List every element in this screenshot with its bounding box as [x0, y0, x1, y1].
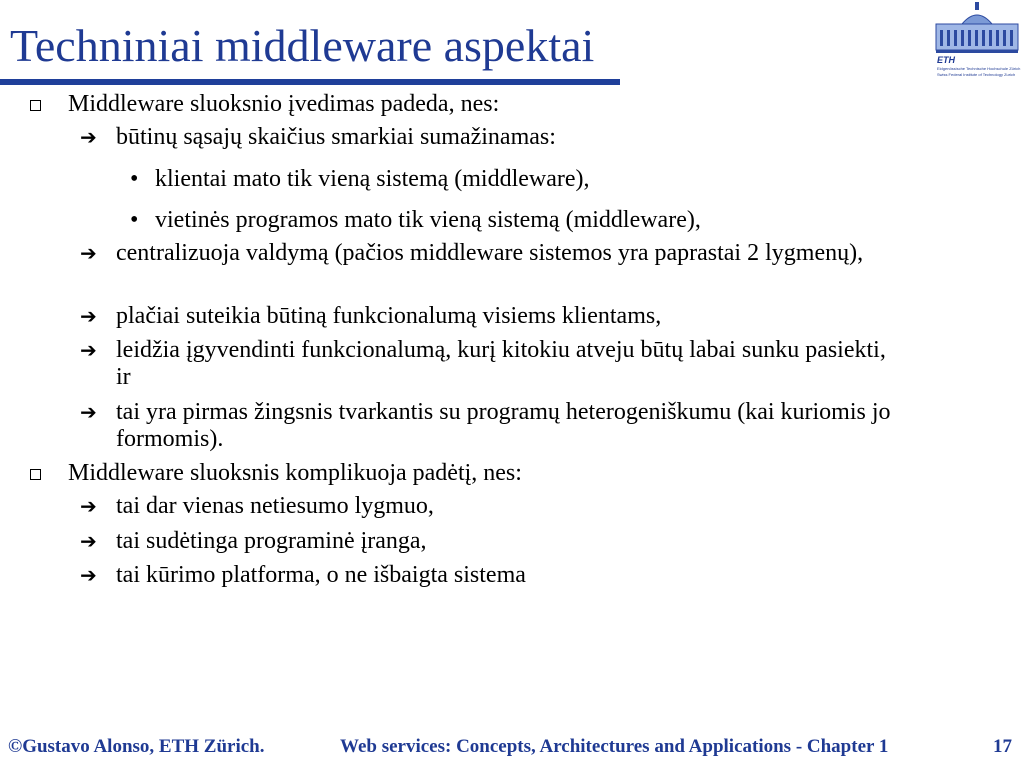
square-bullet-icon	[30, 469, 41, 480]
bullet-text: tai dar vienas netiesumo lygmuo,	[116, 493, 434, 519]
bullet-text: Middleware sluoksnio įvedimas padeda, nes:	[68, 91, 500, 117]
bullet-text: klientai mato tik vieną sistemą (middleware),	[155, 166, 590, 192]
bullet-text: tai sudėtinga programinė įranga,	[116, 528, 427, 554]
arrow-bullet-icon: ➔	[80, 529, 97, 553]
bullet-text: tai kūrimo platforma, o ne išbaigta sistema	[116, 562, 526, 588]
arrow-bullet-icon: ➔	[80, 304, 97, 328]
footer-course-title: Web services: Concepts, Architectures and Applications - Chapter 1	[340, 736, 889, 757]
slide-title: Techniniai middleware aspektai	[10, 20, 595, 71]
bullet-text: tai yra pirmas žingsnis tvarkantis su programų heterogeniškumu (kai kuriomis jo formomis).	[116, 399, 891, 452]
eth-logo	[932, 0, 1022, 84]
bullet-text: centralizuoja valdymą (pačios middleware sistemos yra paprastai 2 lygmenų),	[116, 240, 864, 266]
arrow-bullet-icon: ➔	[80, 400, 97, 424]
arrow-bullet-icon: ➔	[80, 563, 97, 587]
bullet-text: Middleware sluoksnis komplikuoja padėtį, nes:	[68, 460, 522, 486]
footer-page-number: 17	[993, 736, 1012, 757]
bullet-text: leidžia įgyvendinti funkcionalumą, kurį kitokiu atveju būtų labai sunku pasiekti, ir	[116, 337, 886, 390]
arrow-bullet-icon: ➔	[80, 125, 97, 149]
dot-bullet-icon: •	[130, 207, 139, 233]
svg-text:Eidgenössische Technische Hoch: Eidgenössische Technische Hochschule Zürich	[937, 66, 1021, 71]
bullet-text: plačiai suteikia būtiną funkcionalumą visiems klientams,	[116, 303, 662, 329]
dot-bullet-icon: •	[130, 166, 139, 192]
arrow-bullet-icon: ➔	[80, 338, 97, 362]
footer-copyright: ©Gustavo Alonso, ETH Zürich.	[8, 736, 265, 757]
bullet-text: vietinės programos mato tik vieną sistemą (middleware),	[155, 207, 701, 233]
svg-text:Swiss Federal Institute of Tec: Swiss Federal Institute of Technology Zurich	[937, 72, 1016, 77]
arrow-bullet-icon: ➔	[80, 494, 97, 518]
square-bullet-icon	[30, 100, 41, 111]
arrow-bullet-icon: ➔	[80, 241, 97, 265]
bullet-text: būtinų sąsajų skaičius smarkiai sumažinamas:	[116, 124, 556, 150]
title-underline	[0, 79, 620, 85]
svg-text:ETH: ETH	[937, 55, 955, 65]
